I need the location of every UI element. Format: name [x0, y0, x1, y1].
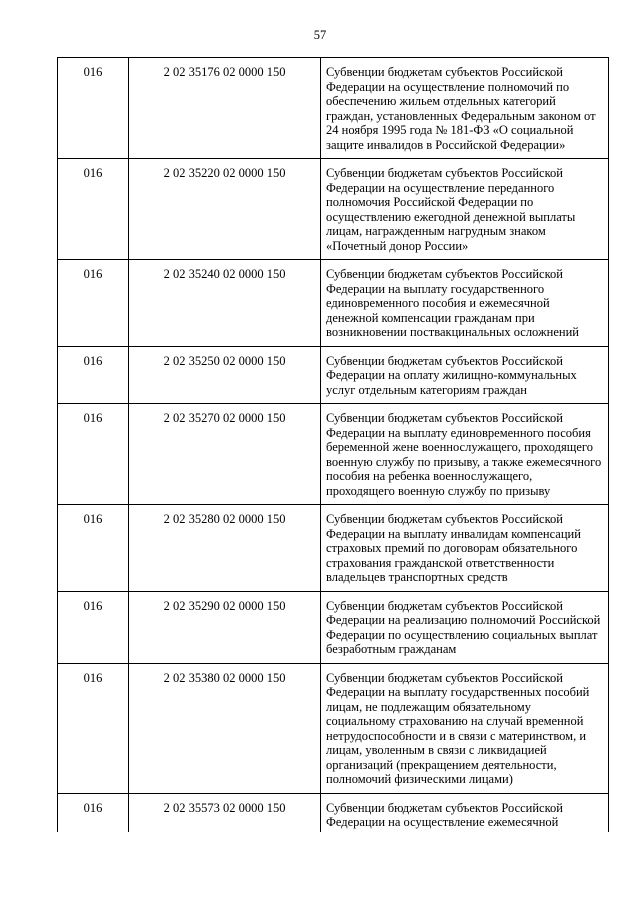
table-row: [58, 404, 609, 505]
description-cell: Субвенции бюджетам субъектов Российской Федерации на осуществление ежемесячной: [321, 793, 609, 832]
table-row: [58, 58, 609, 159]
description-cell: Субвенции бюджетам субъектов Российской Федерации на осуществление переданного полномочия Российской Федерации по осуществлению ежегодной денежной выплаты лицам, награжденным нагрудным знаком «Почетный донор России»: [321, 159, 609, 260]
description-cell: Субвенции бюджетам субъектов Российской Федерации на выплату единовременного пособия беременной жене военнослужащего, проходящего военную службу по призыву, а также ежемесячного пособия на ребенка военнослужащего, проходящего военную службу по призыву: [321, 404, 609, 505]
description-cell: Субвенции бюджетам субъектов Российской Федерации на реализацию полномочий Российской Федерации по осуществлению социальных выплат безработным гражданам: [321, 591, 609, 663]
budget-code-cell: 2 02 35380 02 0000 150: [129, 663, 321, 793]
admin-code-cell: 016: [58, 793, 129, 832]
table-row: [58, 346, 609, 404]
budget-code-cell: 2 02 35220 02 0000 150: [129, 159, 321, 260]
budget-code-cell: 2 02 35176 02 0000 150: [129, 58, 321, 159]
budget-code-cell: 2 02 35250 02 0000 150: [129, 346, 321, 404]
admin-code-cell: 016: [58, 591, 129, 663]
budget-code-cell: 2 02 35573 02 0000 150: [129, 793, 321, 832]
table-row: [58, 793, 609, 832]
table-row: [58, 159, 609, 260]
budget-code-cell: 2 02 35270 02 0000 150: [129, 404, 321, 505]
description-cell: Субвенции бюджетам субъектов Российской Федерации на осуществление полномочий по обеспечению жильем отдельных категорий граждан, установленных Федеральным законом от 24 ноября 1995 года № 181-ФЗ «О социальной защите инвалидов в Российской Федерации»: [321, 58, 609, 159]
admin-code-cell: 016: [58, 159, 129, 260]
budget-code-cell: 2 02 35280 02 0000 150: [129, 505, 321, 592]
description-cell: Субвенции бюджетам субъектов Российской Федерации на выплату инвалидам компенсаций страховых премий по договорам обязательного страхования гражданской ответственности владельцев транспортных средств: [321, 505, 609, 592]
admin-code-cell: 016: [58, 505, 129, 592]
table-row: [58, 663, 609, 793]
table-row: [58, 505, 609, 592]
budget-code-cell: 2 02 35240 02 0000 150: [129, 260, 321, 347]
budget-code-cell: 2 02 35290 02 0000 150: [129, 591, 321, 663]
admin-code-cell: 016: [58, 404, 129, 505]
description-cell: Субвенции бюджетам субъектов Российской Федерации на выплату государственных пособий лицам, не подлежащим обязательному социальному страхованию на случай временной нетрудоспособности и в связи с материнством, и лицам, уволенным в связи с ликвидацией организаций (прекращением деятельности, полномочий физическими лицами): [321, 663, 609, 793]
description-cell: Субвенции бюджетам субъектов Российской Федерации на выплату государственного единовременного пособия и ежемесячной денежной компенсации гражданам при возникновении поствакцинальных осложнений: [321, 260, 609, 347]
page-number: 57: [313, 28, 327, 42]
admin-code-cell: 016: [58, 346, 129, 404]
admin-code-cell: 016: [58, 260, 129, 347]
table-row: [58, 260, 609, 347]
admin-code-cell: 016: [58, 663, 129, 793]
description-cell: Субвенции бюджетам субъектов Российской Федерации на оплату жилищно-коммунальных услуг отдельным категориям граждан: [321, 346, 609, 404]
admin-code-cell: 016: [58, 58, 129, 159]
budget-classification-table: [57, 57, 609, 832]
table-row: [58, 591, 609, 663]
